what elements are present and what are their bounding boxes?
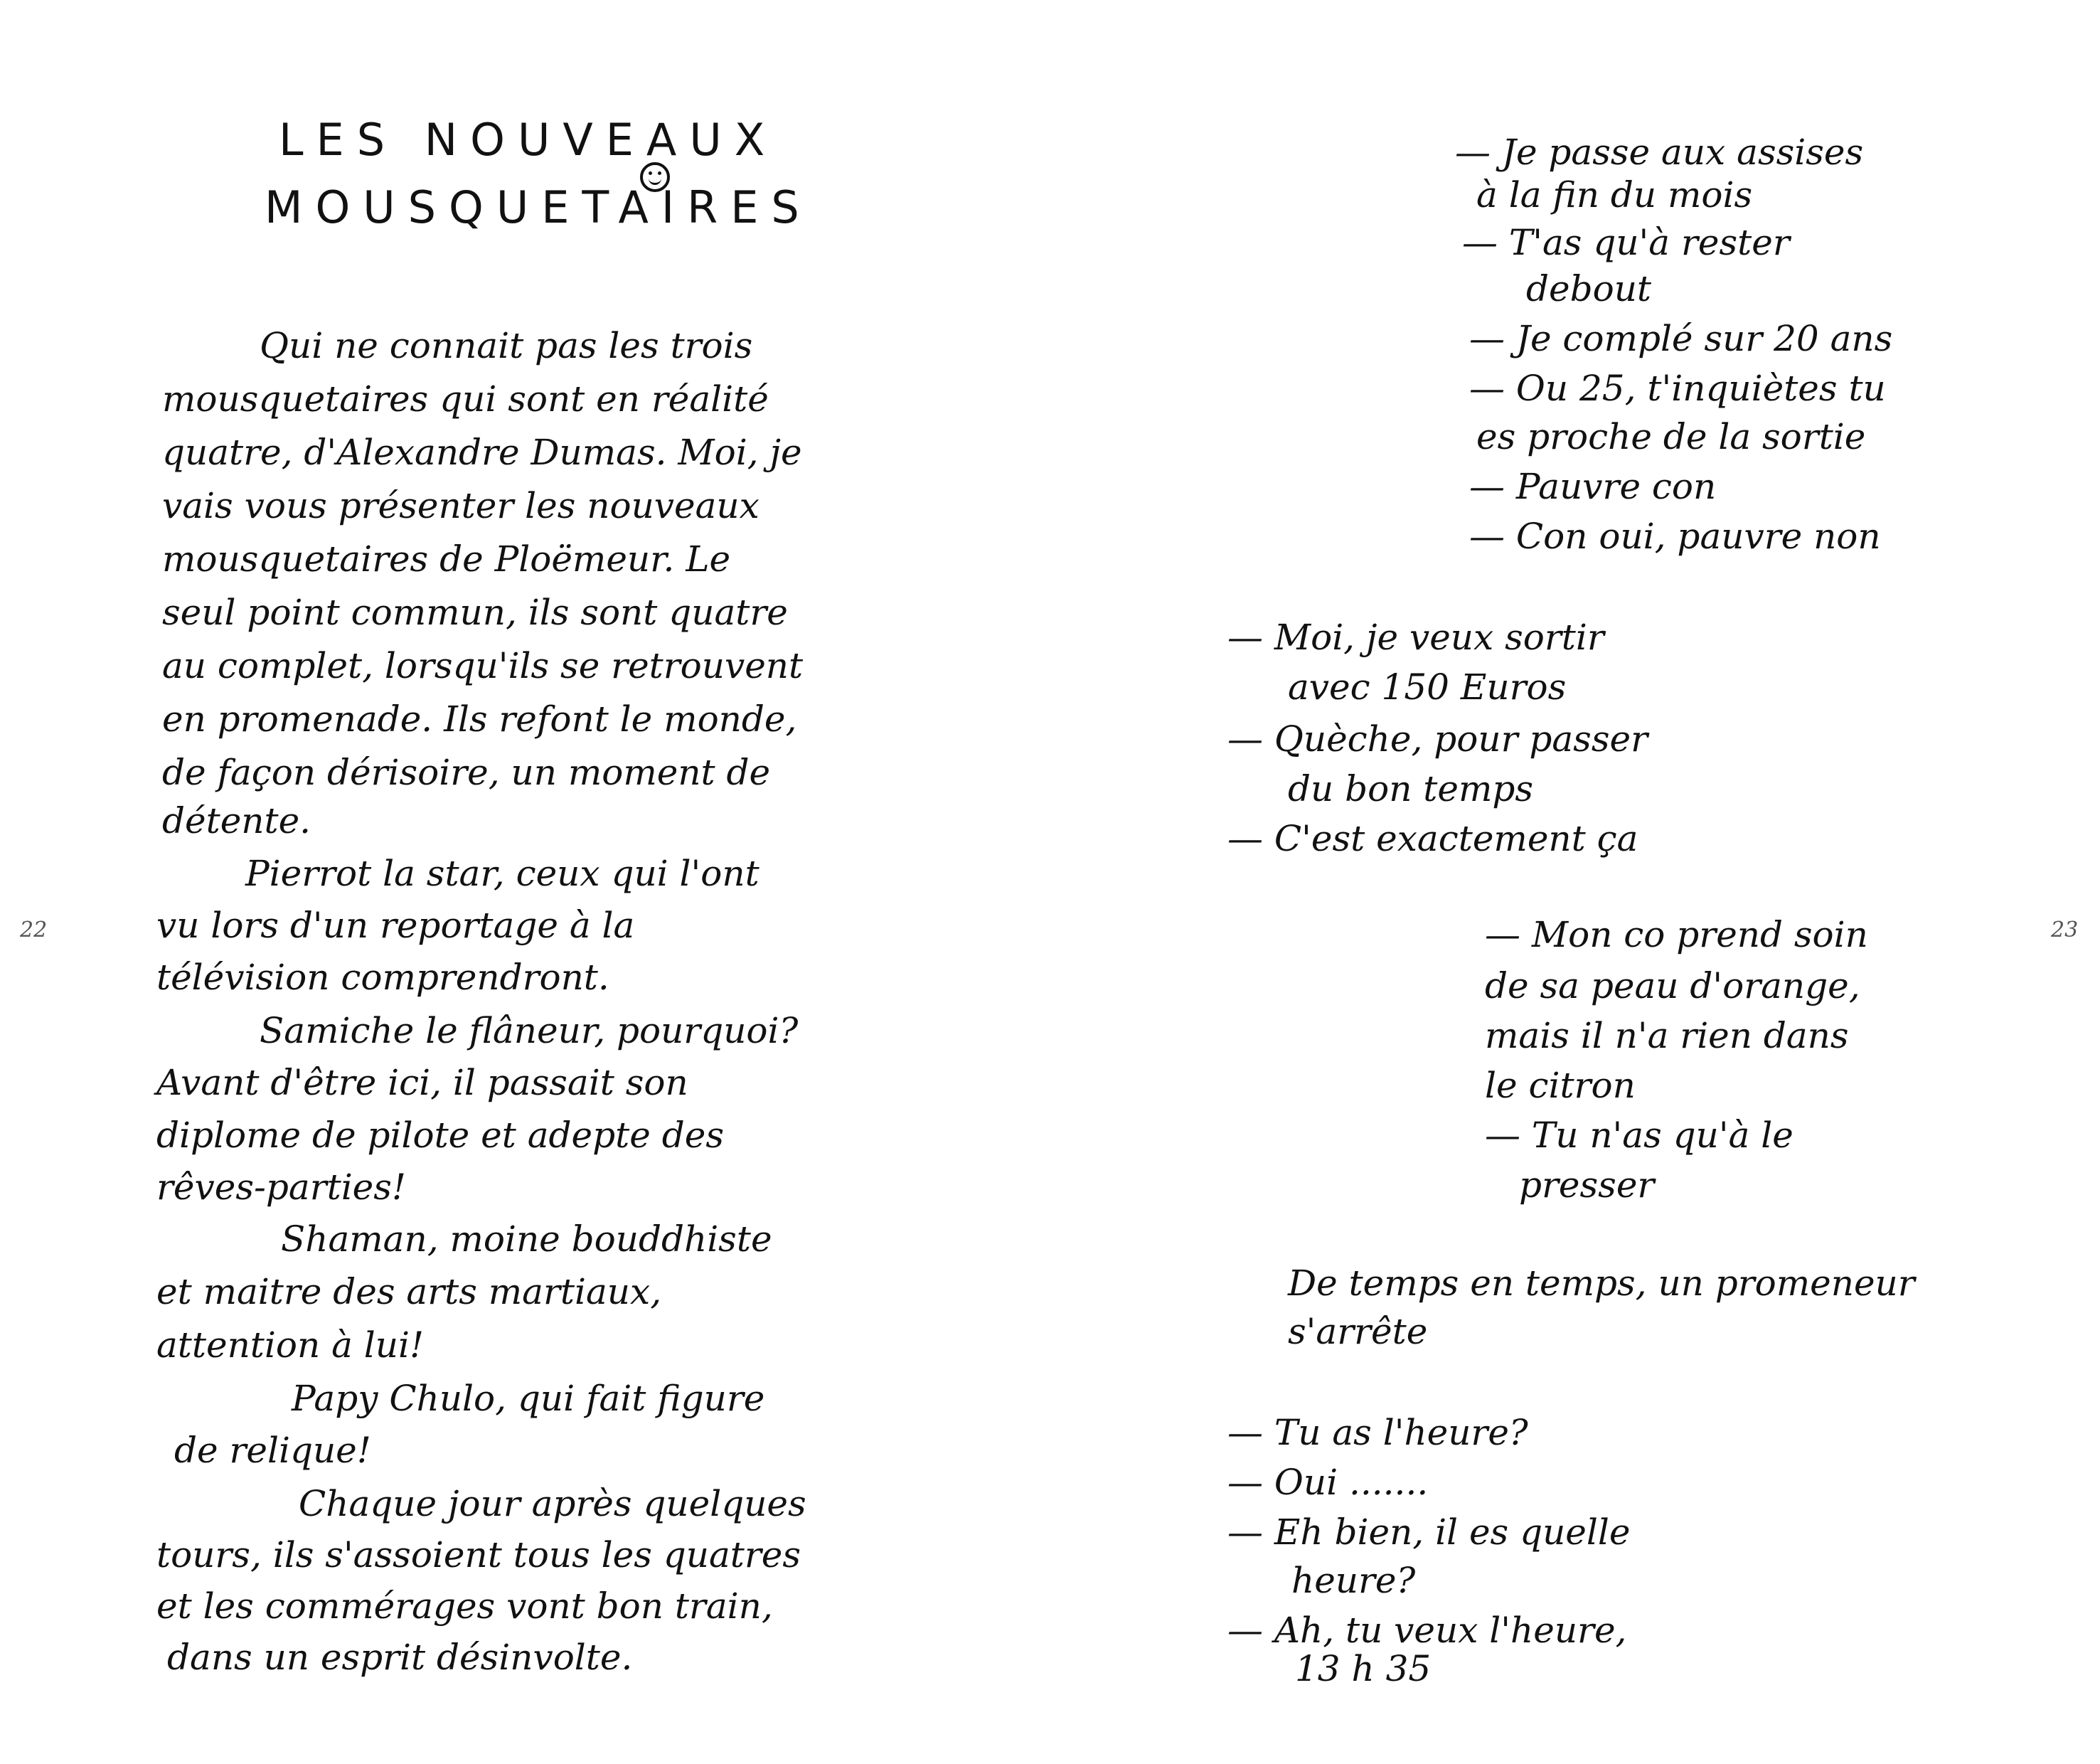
narration-line: De temps en temps, un promeneur	[1288, 1263, 1915, 1304]
dialogue-line: avec 150 Euros	[1288, 666, 1567, 708]
text-line: quatre, d'Alexandre Dumas. Moi, je	[162, 432, 802, 473]
dialogue-line: — Quèche, pour passer	[1227, 718, 1648, 760]
dialogue-line: à la fin du mois	[1476, 174, 1753, 216]
dialogue-line: de sa peau d'orange,	[1485, 965, 1860, 1006]
narration-line: s'arrête	[1288, 1311, 1428, 1352]
page-number-right: 23	[2051, 918, 2079, 942]
text-line: mousquetaires qui sont en réalité	[162, 378, 769, 420]
dialogue-line: presser	[1519, 1164, 1655, 1206]
text-line: télévision comprendront.	[156, 957, 609, 998]
text-line: Qui ne connait pas les trois	[260, 325, 753, 366]
dialogue-line: — Eh bien, il es quelle	[1227, 1511, 1631, 1553]
dialogue-line: — Tu n'as qu'à le	[1485, 1115, 1793, 1156]
text-line: vais vous présenter les nouveaux	[162, 485, 759, 526]
dialogue-line: le citron	[1485, 1065, 1636, 1106]
text-line: Pierrot la star, ceux qui l'ont	[245, 853, 759, 894]
dialogue-line: — Mon co prend soin	[1485, 914, 1868, 955]
text-line: et maitre des arts martiaux,	[156, 1271, 662, 1312]
text-line: dans un esprit désinvolte.	[167, 1637, 633, 1678]
dialogue-line: 13 h 35	[1295, 1648, 1432, 1689]
text-line: Papy Chulo, qui fait figure	[292, 1378, 765, 1419]
dialogue-line: — Pauvre con	[1469, 466, 1717, 507]
dialogue-line: — Oui .......	[1227, 1462, 1429, 1503]
title-line-2: MOUSQUETAIRES	[265, 181, 812, 233]
dialogue-line: debout	[1526, 268, 1652, 309]
text-line: rêves-parties!	[156, 1167, 407, 1208]
text-line: Samiche le flâneur, pourquoi?	[260, 1010, 799, 1051]
text-line: Shaman, moine bouddhiste	[281, 1218, 772, 1260]
right-page	[1050, 0, 2100, 1764]
dialogue-line: — Tu as l'heure?	[1227, 1412, 1528, 1453]
text-line: Chaque jour après quelques	[299, 1483, 806, 1524]
text-line: en promenade. Ils refont le monde,	[162, 698, 797, 740]
page-number-left: 22	[20, 918, 48, 942]
text-line: mousquetaires de Ploëmeur. Le	[162, 538, 731, 580]
dialogue-line: — Moi, je veux sortir	[1227, 617, 1604, 658]
dialogue-line: — Je complé sur 20 ans	[1469, 318, 1893, 359]
text-line: de relique!	[174, 1430, 371, 1471]
dialogue-line: — T'as qu'à rester	[1462, 222, 1790, 263]
title-line-1: LES NOUVEAUX	[279, 114, 778, 166]
text-line: vu lors d'un reportage à la	[156, 905, 635, 946]
dialogue-line: du bon temps	[1288, 768, 1534, 809]
text-line: de façon dérisoire, un moment de	[162, 752, 771, 793]
dialogue-line: — Je passe aux assises	[1455, 132, 1864, 173]
text-line: Avant d'être ici, il passait son	[156, 1062, 688, 1103]
dialogue-line: — Ah, tu veux l'heure,	[1227, 1610, 1627, 1651]
text-line: détente.	[162, 800, 311, 841]
text-line: et les commérages vont bon train,	[156, 1585, 773, 1627]
dialogue-line: heure?	[1291, 1560, 1416, 1601]
text-line: attention à lui!	[156, 1324, 425, 1366]
text-line: diplome de pilote et adepte des	[156, 1115, 724, 1156]
dialogue-line: — Ou 25, t'inquiètes tu	[1469, 368, 1886, 409]
dialogue-line: es proche de la sortie	[1476, 416, 1866, 457]
dialogue-line: — C'est exactement ça	[1227, 818, 1638, 859]
text-line: au complet, lorsqu'ils se retrouvent	[162, 645, 804, 686]
dialogue-line: mais il n'a rien dans	[1485, 1015, 1849, 1056]
text-line: seul point commun, ils sont quatre	[162, 592, 788, 633]
dialogue-line: — Con oui, pauvre non	[1469, 516, 1881, 557]
text-line: tours, ils s'assoient tous les quatres	[156, 1534, 801, 1576]
